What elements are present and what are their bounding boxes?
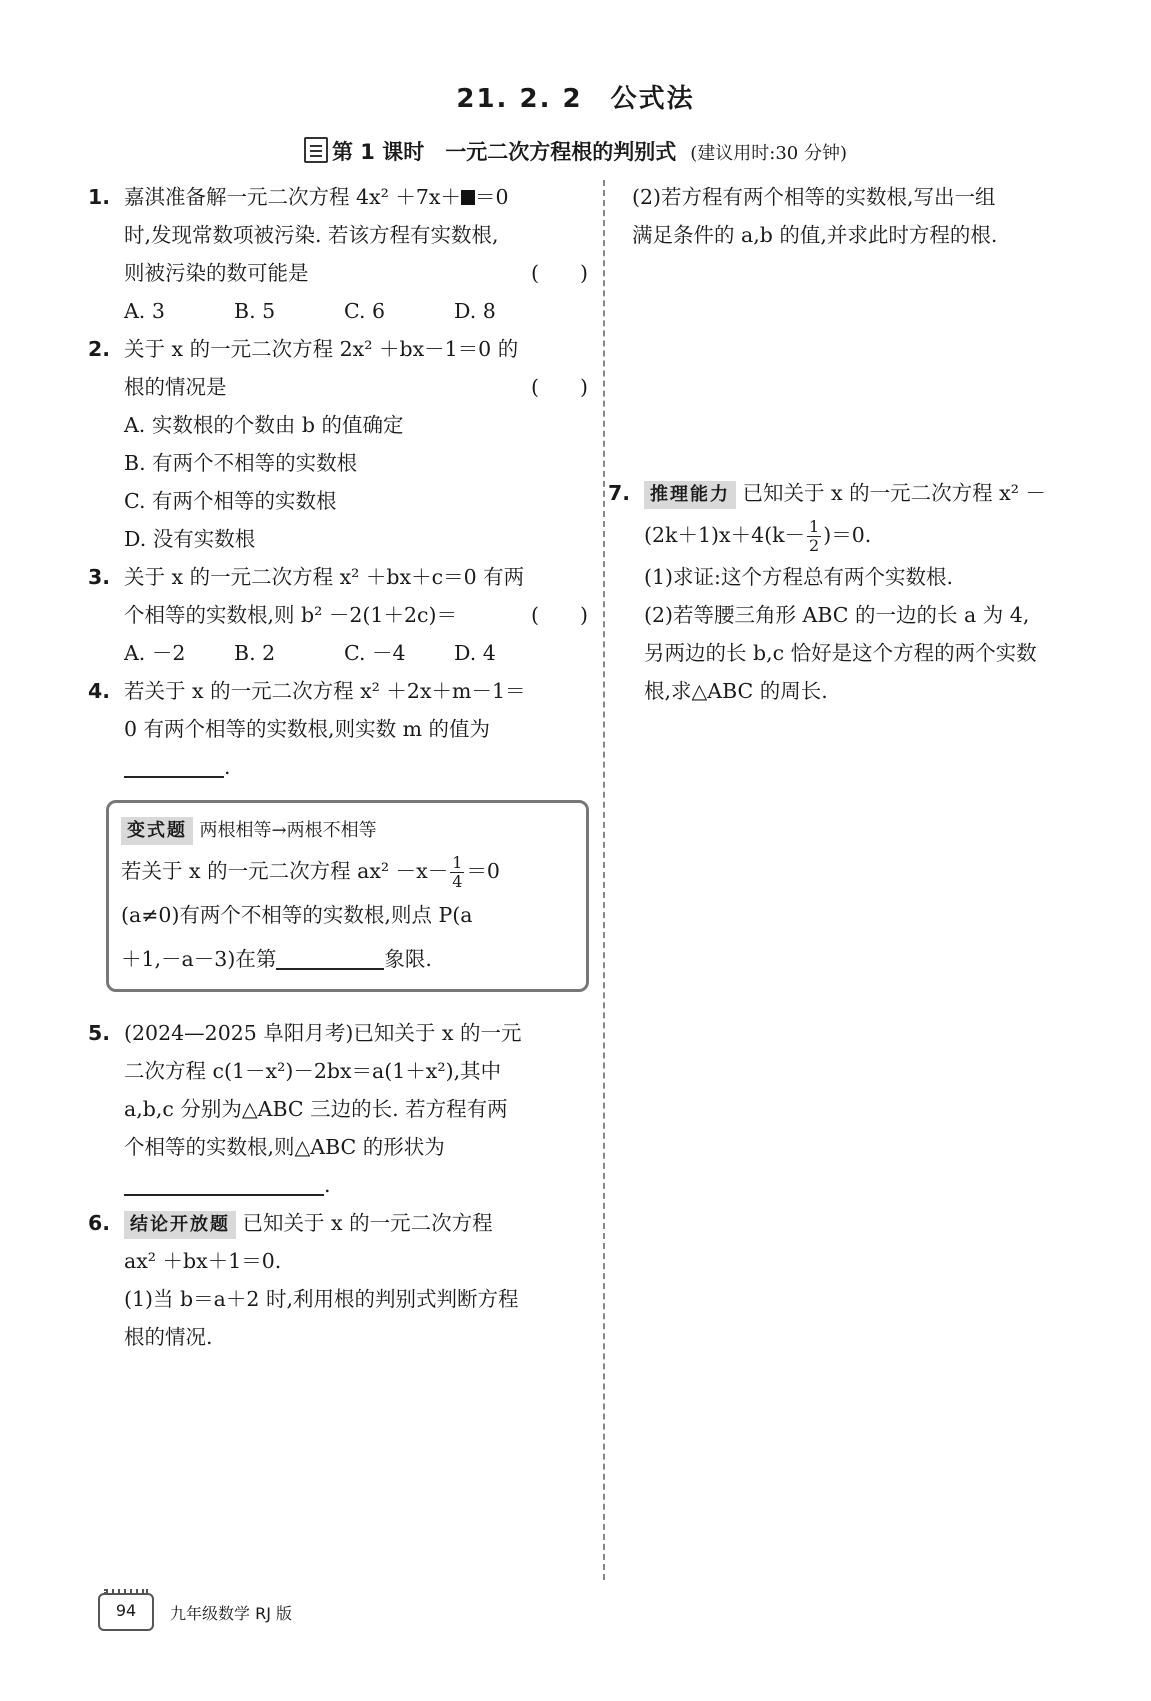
- option-a: A. 3: [124, 299, 165, 323]
- answer-bracket: ( ): [531, 603, 588, 627]
- question-text: (2024—2025 阜阳月考)已知关于 x 的一元: [124, 1021, 522, 1045]
- question-text-part: (2k＋1)x＋4(k－: [644, 523, 806, 547]
- answer-blank[interactable]: [124, 1170, 324, 1196]
- question-text-part: )＝0.: [823, 523, 872, 547]
- options-row: [124, 634, 588, 672]
- question-number: 6.: [88, 1211, 111, 1235]
- right-column: [608, 178, 1102, 710]
- variant-text-part: ＋1,－a－3)在第: [121, 947, 277, 971]
- question-text-part: 根的情况是: [124, 375, 227, 399]
- question-text-part: .: [324, 1173, 331, 1197]
- notebook-icon: [304, 137, 328, 163]
- question-text: 个相等的实数根,则△ABC 的形状为: [124, 1135, 445, 1159]
- question-text: (1)求证:这个方程总有两个实数根.: [644, 565, 953, 589]
- answer-blank[interactable]: [276, 944, 384, 970]
- variant-box: [106, 800, 589, 992]
- question-text: [124, 368, 588, 406]
- answer-line: [124, 748, 588, 786]
- question-text: 关于 x 的一元二次方程 x² ＋bx＋c＝0 有两: [124, 565, 525, 589]
- question-text: [644, 512, 1102, 558]
- question-text: [124, 596, 588, 634]
- fraction: [450, 854, 464, 891]
- question-number: 2.: [88, 337, 111, 361]
- variant-text-part: ＝0: [466, 859, 500, 883]
- question-number: 5.: [88, 1021, 111, 1045]
- question-text: (2)若等腰三角形 ABC 的一边的长 a 为 4,: [644, 603, 1030, 627]
- question-text-part: 则被污染的数可能是: [124, 261, 309, 285]
- question-text: [644, 474, 1102, 512]
- question-text: 0 有两个相等的实数根,则实数 m 的值为: [124, 717, 491, 741]
- fraction-numerator: 1: [809, 517, 820, 536]
- question-text-part: 已知关于 x 的一元二次方程 x² －: [742, 481, 1046, 505]
- options-row: [124, 292, 588, 330]
- answer-line: [124, 1166, 588, 1204]
- option-d: D. 8: [454, 299, 496, 323]
- option-b: B. 2: [234, 641, 276, 665]
- page-number: 94: [98, 1593, 154, 1631]
- question-tag: 结论开放题: [124, 1211, 236, 1239]
- question-text: 另两边的长 b,c 恰好是这个方程的两个实数: [644, 641, 1037, 665]
- variant-text: (a≠0)有两个不相等的实数根,则点 P(a: [121, 903, 473, 927]
- question-text: 二次方程 c(1－x²)－2bx＝a(1＋x²),其中: [124, 1059, 502, 1083]
- variant-subtitle: 两根相等→两根不相等: [199, 820, 377, 841]
- option-b: B. 有两个不相等的实数根: [124, 451, 358, 475]
- lesson-header: [0, 136, 1151, 166]
- question-text-part: .: [224, 755, 231, 779]
- column-divider: [603, 180, 605, 1580]
- option-b: B. 5: [234, 299, 276, 323]
- option-c: C. 有两个相等的实数根: [124, 489, 337, 513]
- question-text: 关于 x 的一元二次方程 2x² ＋bx－1＝0 的: [124, 337, 519, 361]
- question-text-part: ＝0: [474, 185, 509, 209]
- variant-text-part: 若关于 x 的一元二次方程 ax² －x－: [121, 859, 449, 883]
- book-title: 九年级数学 RJ 版: [170, 1603, 293, 1623]
- variant-header: [121, 811, 576, 849]
- ink-blot-square: [461, 190, 475, 205]
- variant-text-part: 象限.: [384, 947, 432, 971]
- option-a: A. 实数根的个数由 b 的值确定: [124, 413, 404, 437]
- question-4: [88, 672, 588, 786]
- fraction-numerator: 1: [452, 853, 463, 872]
- question-text: (1)当 b＝a＋2 时,利用根的判别式判断方程: [124, 1287, 519, 1311]
- question-text: [124, 178, 588, 216]
- question-5: [88, 1014, 588, 1204]
- option-c: C. －4: [344, 641, 406, 665]
- time-hint: (建议用时:30 分钟): [690, 143, 847, 164]
- question-text: [124, 254, 588, 292]
- question-7: [608, 474, 1102, 710]
- question-tag: 推理能力: [644, 481, 736, 509]
- variant-text: [121, 849, 576, 893]
- variant-text: [121, 937, 576, 981]
- question-text: (2)若方程有两个相等的实数根,写出一组: [632, 185, 996, 209]
- question-text-part: 已知关于 x 的一元二次方程: [242, 1211, 493, 1235]
- question-3: [88, 558, 588, 672]
- question-text: [124, 1204, 588, 1242]
- option-d: D. 没有实数根: [124, 527, 256, 551]
- question-number: 7.: [608, 481, 631, 505]
- question-number: 4.: [88, 679, 111, 703]
- section-title: 21. 2. 2 公式法: [456, 84, 695, 114]
- lesson-title: 第 1 课时 一元二次方程根的判别式: [332, 140, 677, 164]
- question-text: 满足条件的 a,b 的值,并求此时方程的根.: [632, 223, 998, 247]
- option-c: C. 6: [344, 299, 386, 323]
- answer-bracket: ( ): [531, 375, 588, 399]
- question-text: 根的情况.: [124, 1325, 213, 1349]
- question-text-part: 嘉淇准备解一元二次方程 4x² ＋7x＋: [124, 185, 461, 209]
- page-footer: [98, 1593, 292, 1631]
- question-text: a,b,c 分别为△ABC 三边的长. 若方程有两: [124, 1097, 508, 1121]
- fraction: [807, 518, 821, 555]
- fraction-denominator: 2: [809, 536, 820, 555]
- question-text: 时,发现常数项被污染. 若该方程有实数根,: [124, 223, 499, 247]
- option-a: A. －2: [124, 641, 186, 665]
- question-text: ax² ＋bx＋1＝0.: [124, 1249, 282, 1273]
- answer-blank[interactable]: [124, 752, 224, 778]
- option-d: D. 4: [454, 641, 496, 665]
- question-text-part: 个相等的实数根,则 b² －2(1＋2c)＝: [124, 603, 457, 627]
- question-text: 根,求△ABC 的周长.: [644, 679, 828, 703]
- variant-tag: 变式题: [121, 817, 193, 845]
- question-text: 若关于 x 的一元二次方程 x² ＋2x＋m－1＝: [124, 679, 526, 703]
- question-number: 3.: [88, 565, 111, 589]
- fraction-denominator: 4: [452, 872, 463, 891]
- question-2: [88, 330, 588, 558]
- question-6-part-2: [632, 178, 1102, 254]
- left-column: [88, 178, 588, 1356]
- question-number: 1.: [88, 185, 111, 209]
- question-1: [88, 178, 588, 330]
- question-6: [88, 1204, 588, 1356]
- answer-bracket: ( ): [531, 261, 588, 285]
